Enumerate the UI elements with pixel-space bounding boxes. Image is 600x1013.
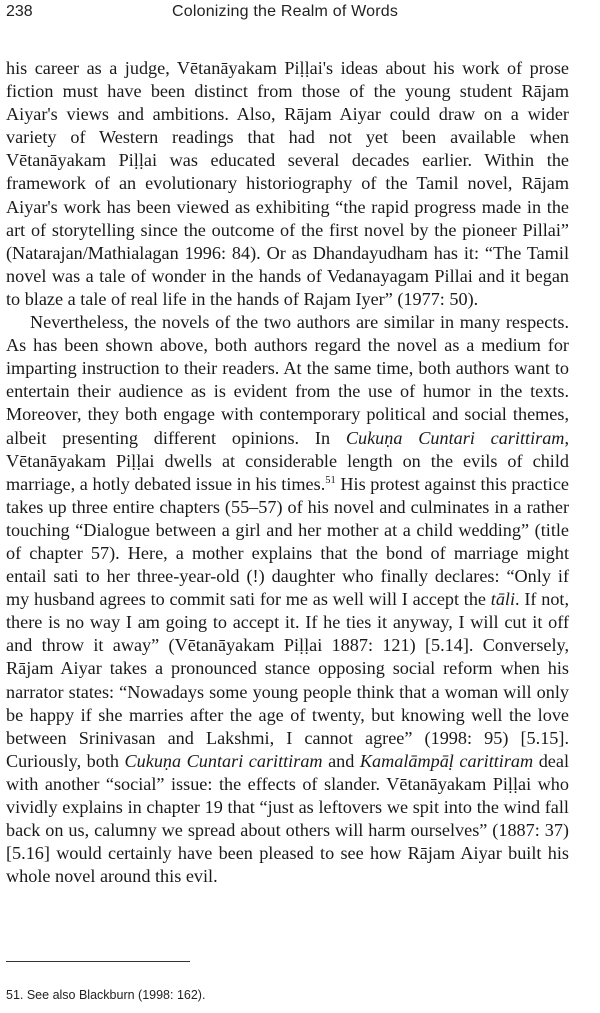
running-head bbox=[6, 3, 566, 27]
paragraph-2-text: . If not, there is no way I am going to accept it. If he ties it anyway, I will cut it off and throw it away” (Vētanāyakam Piḷḷai 1887: 121) [5.14]. Conversely, Rājam Aiyar takes a pronounced stance opposing social reform when his narrator states: “Nowadays some young people think that a woman will only be happy if she marries after the age of twenty, but knowing well the love between Srinivasan and Lakshmi, I cannot agree” (1998: 95) [5.15]. Curiously, both bbox=[6, 589, 570, 771]
term-tali: tāli bbox=[490, 589, 516, 610]
paragraph-2-text: Nevertheless, the novels of the two authors are similar in many respects. As has been shown above, both authors regard the novel as a medium for imparting instruction to their readers. At the same time, both authors want to entertain their audience as is evident from the use of humor in the texts. Moreover, they both engage with contemporary political and social themes, albeit presenting different opinions. In bbox=[6, 312, 569, 448]
paragraph-2-text: , Vētanāyakam Piḷḷai dwells at considerable length on the evils of child marriage, a hotly debated issue in his times. bbox=[6, 427, 569, 494]
novel-title-kamalampal: Kamalāmpāḷ carittiram bbox=[359, 750, 534, 771]
novel-title-cukuna: Cukuṇa Cuntari carittiram bbox=[124, 750, 323, 771]
footnote-divider bbox=[6, 961, 190, 962]
page-number: 238 bbox=[6, 3, 33, 20]
paragraph-1: his career as a judge, Vētanāyakam Piḷḷai's ideas about his work of prose fiction must have been distinct from those of the young student Rājam Aiyar's views and ambitions. Also, Rājam Aiyar could draw on a wider variety of Western readings that had not yet been available when Vētanāyakam Piḷḷai was educated several decades earlier. Within the framework of an evolutionary historiography of the Tamil novel, Rājam Aiyar's work has been viewed as exhibiting “the rapid progress made in the art of storytelling since the outcome of the first novel by the pioneer Pillai” (Natarajan/Mathialagan 1996: 84). Or as Dhandayudham has it: “The Tamil novel was a tale of wonder in the hands of Vedanayagam Pillai and it began to blaze a tale of real life in the hands of Rajam Iyer” (1977: 50). bbox=[6, 58, 569, 309]
footnote-51: 51. See also Blackburn (1998: 162). bbox=[6, 988, 206, 1002]
paragraph-2-text: His protest against this practice takes up three entire chapters (55–57) of his novel and culminates in a rather touching “Dialogue between a girl and her mother at a child wedding” (title of chapter 57). Here, a mother explains that the bond of marriage might entail sati to her three-year-old (!) daughter who finally declares: “Only if my husband agrees to commit sati for me as well will I accept the bbox=[6, 473, 569, 610]
paragraph-2-text: deal with another “social” issue: the effects of slander. Vētanāyakam Piḷḷai who vividly explains in chapter 19 that “just as leftovers we spit into the wind fall back on us, calumny we spread about others will harm ourselves” (1887: 37) [5.16] would certainly have been pleased to see how Rājam Aiyar built his whole novel around this evil. bbox=[6, 750, 570, 887]
novel-title-cukuna: Cukuṇa Cuntari carittiram bbox=[345, 427, 565, 448]
body-text bbox=[6, 57, 569, 888]
book-title: Colonizing the Realm of Words bbox=[172, 3, 399, 20]
footnote-reference: 51 bbox=[325, 474, 336, 486]
paragraph-2 bbox=[6, 311, 569, 888]
paragraph-2-text: and bbox=[322, 750, 360, 771]
